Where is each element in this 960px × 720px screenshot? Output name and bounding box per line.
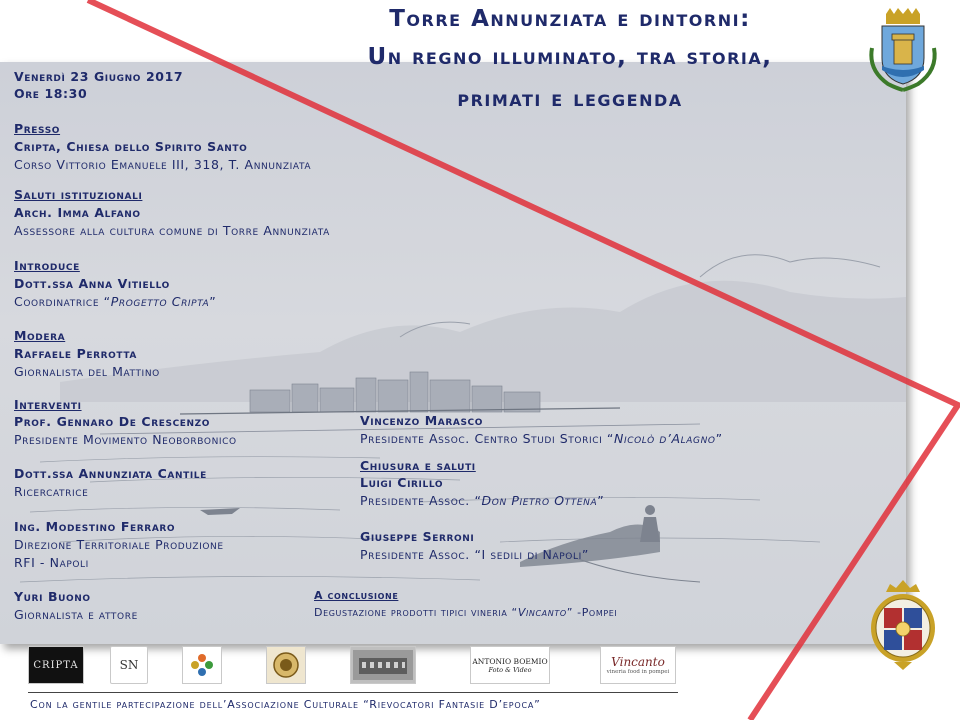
boemio-line-2: Foto & Video <box>488 665 532 674</box>
event-date: Venerdì 23 Giugno 2017 <box>14 69 184 84</box>
event-time: Ore 18:30 <box>14 86 88 101</box>
moderator-role: Giornalista del Mattino <box>14 364 160 379</box>
building-photo-icon <box>353 650 413 680</box>
marasco-role-suffix: ” <box>715 431 723 446</box>
footer-divider <box>28 692 678 693</box>
bourbon-crest-icon <box>864 578 942 670</box>
title-line-3: primati e leggenda <box>457 86 683 112</box>
medallion-icon <box>272 651 300 679</box>
cirillo-role-prefix: Presidente Assoc. “ <box>360 493 482 508</box>
cripta-logo <box>28 646 84 684</box>
photo-logo <box>350 646 416 684</box>
venue-heading: Presso <box>14 121 61 136</box>
moderator-heading: Modera <box>14 328 66 343</box>
cirillo-name: Luigi Cirillo <box>360 475 444 490</box>
marasco-role-org: Nicolò d’Alagno <box>614 431 716 446</box>
conclusion-text-venue: Vincanto <box>517 606 567 619</box>
marasco-role <box>360 431 723 446</box>
flower-emblem-icon <box>189 652 215 678</box>
cirillo-role <box>360 493 604 508</box>
speaker-role-secondary: RFI - Napoli <box>14 555 89 570</box>
speaker-role: Giornalista e attore <box>14 607 138 622</box>
speaker-role: Ricercatrice <box>14 484 89 499</box>
greetings-role: Assessore alla cultura comune di Torre Annunziata <box>14 223 330 238</box>
cirillo-role-org: Don Pietro Ottena <box>481 493 598 508</box>
boemio-line-1: ANTONIO BOEMIO <box>472 656 548 666</box>
marasco-role-prefix: Presidente Assoc. Centro Studi Storici “ <box>360 431 614 446</box>
serroni-role: Presidente Assoc. “I sedili di Napoli” <box>360 547 589 562</box>
closing-heading: Chiusura e saluti <box>360 458 476 473</box>
venue-address: Corso Vittorio Emanuele III, 318, T. Annunziata <box>14 157 312 172</box>
intro-role <box>14 294 216 309</box>
vincanto-logo <box>600 646 676 684</box>
torre-annunziata-crest-icon <box>864 8 942 92</box>
title-line-2: Un regno illuminato, tra storia, <box>367 44 773 70</box>
moderator-name: Raffaele Perrotta <box>14 346 137 361</box>
speaker-name: Yuri Buono <box>14 589 91 604</box>
sn-logo-text: SN <box>119 658 139 672</box>
badge-logo <box>266 646 306 684</box>
conclusion-text-suffix: ” -Pompei <box>566 606 618 619</box>
sn-logo <box>110 646 148 684</box>
footer-credit: Con la gentile partecipazione dell’Associazione Culturale “Rievocatori Fantasie D’epoca” <box>30 698 541 711</box>
cirillo-role-suffix: ” <box>597 493 605 508</box>
vincanto-line-1: Vincanto <box>611 655 665 669</box>
conclusion-heading: A conclusione <box>314 589 399 602</box>
association-logo <box>182 646 222 684</box>
marasco-name: Vincenzo Marasco <box>360 413 484 428</box>
intro-role-prefix: Coordinatrice “ <box>14 294 111 309</box>
serroni-name: Giuseppe Serroni <box>360 529 475 544</box>
venue-place: Cripta, Chiesa dello Spirito Santo <box>14 139 248 154</box>
vincanto-line-2: vineria food in pompei <box>606 669 670 675</box>
intro-name: Dott.ssa Anna Vitiello <box>14 276 170 291</box>
intro-heading: Introduce <box>14 258 80 273</box>
cripta-logo-text: CRIPTA <box>33 659 79 671</box>
intro-role-suffix: ” <box>209 294 217 309</box>
title-line-1: Torre Annunziata e dintorni: <box>389 6 751 32</box>
conclusion-text <box>314 606 617 619</box>
greetings-name: Arch. Imma Alfano <box>14 205 141 220</box>
greetings-heading: Saluti istituzionali <box>14 187 143 202</box>
talks-heading: Interventi <box>14 397 82 412</box>
intro-role-project: Progetto Cripta <box>110 294 210 309</box>
conclusion-text-prefix: Degustazione prodotti tipici vineria “ <box>314 606 518 619</box>
speaker-role: Direzione Territoriale Produzione <box>14 537 224 552</box>
speaker-name: Ing. Modestino Ferraro <box>14 519 176 534</box>
antonio-boemio-logo <box>470 646 550 684</box>
speaker-role: Presidente Movimento Neoborbonico <box>14 432 237 447</box>
speaker-name: Prof. Gennaro De Crescenzo <box>14 414 211 429</box>
speaker-name: Dott.ssa Annunziata Cantile <box>14 466 207 481</box>
